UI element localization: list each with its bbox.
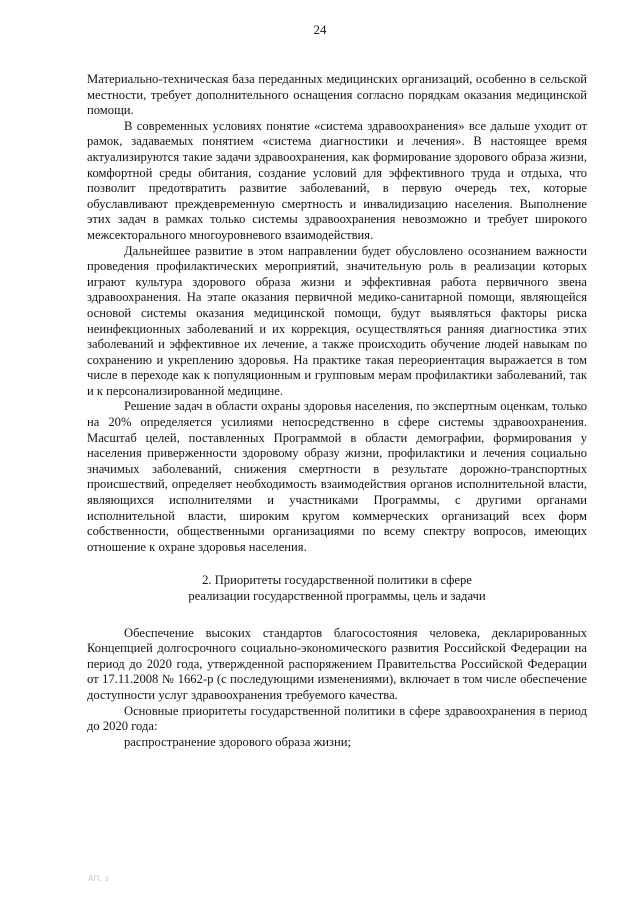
paragraph-prevention-development: Дальнейшее развитие в этом направлении будет обусловлено осознанием важности проведения профилактических мероприятий, значительную роль в реализации которых играют культура здорового образа жизни и эффективная работа первичного звена здравоохранения. На этапе оказания первичной медико-санитарной помощи, являющейся основой системы оказания медицинской помощи, будут выявляться факторы риска неинфекционных заболеваний и их коррекция, осуществляться ранняя диагностика этих заболеваний и эффективное их лечение, а также происходить обучение людей навыкам по сохранению и укреплению здоровья. На практике такая переориентация выражается в том числе в переходе как к популяционным и групповым мерам профилактики заболеваний, так и к персонализированной медицине. xyxy=(87,243,587,398)
priority-list-item: распространение здорового образа жизни; xyxy=(124,734,352,749)
page-number: 24 xyxy=(313,22,327,37)
section-heading-line-2: реализации государственной программы, цель и задачи xyxy=(188,589,486,603)
section-heading-line-1: 2. Приоритеты государственной политики в сфере xyxy=(202,573,472,588)
paragraph-intersectoral-tasks: Решение задач в области охраны здоровья населения, по экспертным оценкам, только на 20% определяется усилиями непосредственно в сфере системы здравоохранения. Масштаб целей, поставленных Программой в области демографии, формирования у населения приверженности здоровому образу жизни, профилактики и лечения социально значимых заболеваний, снижения смертности в результате дорожно-транспортных происшествий, определяет необходимость взаимодействия органов исполнительной власти, являющихся исполнителями и участниками Программы, с другими органами исполнительной власти, широким кругом коммерческих организаций всех форм собственности, общественными организациями по всему спектру вопросов, имеющих отношение к охране здоровья населения. xyxy=(87,399,587,554)
paragraph-healthcare-system-concept: В современных условиях понятие «система здравоохранения» все дальше уходит от рамок, задаваемых понятием «система диагностики и лечения». В настоящее время актуализируются такие задачи здравоохранения, как формирование здорового образа жизни, комфортной среды обитания, создание условий для эффективного труда и отдыха, что позволит предотвратить развитие заболеваний, в первую очередь тех, которые обуславливают преждевременную смертность и инвалидизацию населения. Выполнение этих задач в рамках только системы здравоохранения невозможно и требует широкого межсекторального многоуровневого взаимодействия. xyxy=(87,118,587,242)
document-body xyxy=(87,72,587,750)
footer-scan-mark: АП. з xyxy=(88,874,109,883)
paragraph-welfare-standards: Обеспечение высоких стандартов благосостояния человека, декларированных Концепцией долгосрочного социально-экономического развития Российской Федерации на период до 2020 года, утвержденной распоряжением Правительства Российской Федерации от 17.11.2008 № 1662-р (с последующими изменениями), включает в том числе обеспечение доступности услуг здравоохранения требуемого качества. xyxy=(87,625,587,702)
section-heading xyxy=(87,573,587,604)
paragraph-main-priorities: Основные приоритеты государственной политики в сфере здравоохранения в период до 2020 года: xyxy=(87,703,587,734)
paragraph-material-base: Материально-техническая база переданных медицинских организаций, особенно в сельской местности, требует дополнительного оснащения согласно порядкам оказания медицинской помощи. xyxy=(87,72,587,118)
